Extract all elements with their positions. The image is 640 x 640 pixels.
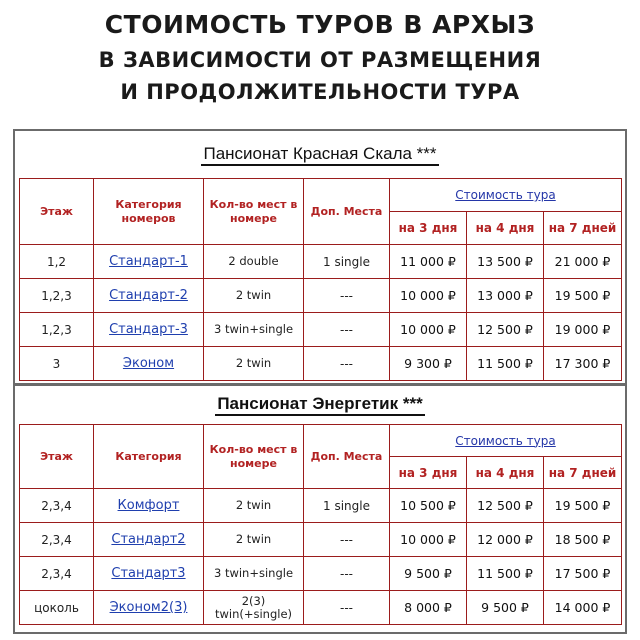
col-cost-header[interactable]: [390, 179, 622, 212]
section-energetik: [13, 384, 627, 634]
table-row: [20, 489, 622, 523]
extra-cell: 1 single: [304, 245, 390, 279]
price-3days-cell: 10 500 ₽: [390, 489, 467, 523]
category-link[interactable]: Стандарт-1: [109, 254, 188, 269]
price-3days-cell: 9 500 ₽: [390, 557, 467, 591]
title-line-3: И ПРОДОЛЖИТЕЛЬНОСТИ ТУРА: [120, 80, 520, 104]
price-table: [19, 424, 622, 625]
col-category-header: Категория номеров: [94, 179, 204, 245]
category-cell: [94, 313, 204, 347]
category-link[interactable]: Стандарт2: [111, 532, 186, 547]
col-floor-header: Этаж: [20, 179, 94, 245]
price-4days-cell: 11 500 ₽: [467, 347, 544, 381]
price-3days-cell: 10 000 ₽: [390, 279, 467, 313]
cost-header-link[interactable]: Стоимость тура: [455, 433, 556, 448]
col-4days-header: на 4 дня: [467, 212, 544, 245]
price-7days-cell: 17 300 ₽: [544, 347, 622, 381]
col-extra-header: Доп. Места: [304, 179, 390, 245]
price-4days-cell: 12 500 ₽: [467, 313, 544, 347]
extra-cell: ---: [304, 347, 390, 381]
places-cell: 2 twin: [204, 347, 304, 381]
extra-cell: ---: [304, 313, 390, 347]
places-cell: 3 twin+single: [204, 557, 304, 591]
price-4days-cell: 12 500 ₽: [467, 489, 544, 523]
title-line-1: СТОИМОСТЬ ТУРОВ В АРХЫЗ: [104, 10, 536, 39]
price-3days-cell: 9 300 ₽: [390, 347, 467, 381]
title-line-2: В ЗАВИСИМОСТИ ОТ РАЗМЕЩЕНИЯ: [98, 48, 542, 72]
section-title: [15, 386, 625, 424]
price-3days-cell: 10 000 ₽: [390, 523, 467, 557]
floor-cell: 2,3,4: [20, 489, 94, 523]
table-header-row: [20, 425, 622, 457]
places-cell: 2 double: [204, 245, 304, 279]
floor-cell: 1,2,3: [20, 279, 94, 313]
table-row: [20, 523, 622, 557]
col-7days-header: на 7 дней: [544, 457, 622, 489]
places-cell: 3 twin+single: [204, 313, 304, 347]
price-7days-cell: 19 500 ₽: [544, 489, 622, 523]
category-link[interactable]: Эконом: [122, 356, 175, 371]
category-link[interactable]: Стандарт-3: [109, 322, 188, 337]
price-4days-cell: 11 500 ₽: [467, 557, 544, 591]
page-title: [0, 6, 640, 108]
col-floor-header: Этаж: [20, 425, 94, 489]
price-7days-cell: 14 000 ₽: [544, 591, 622, 625]
price-table: [19, 178, 622, 381]
col-category-header: Категория: [94, 425, 204, 489]
col-3days-header: на 3 дня: [390, 457, 467, 489]
category-cell: [94, 245, 204, 279]
col-extra-header: Доп. Места: [304, 425, 390, 489]
category-link[interactable]: Комфорт: [117, 498, 180, 513]
category-link[interactable]: Стандарт3: [111, 566, 186, 581]
category-cell: [94, 347, 204, 381]
floor-cell: цоколь: [20, 591, 94, 625]
floor-cell: 2,3,4: [20, 523, 94, 557]
places-cell: 2 twin: [204, 523, 304, 557]
section-name: Пансионат Красная Скала ***: [201, 144, 438, 166]
table-row: [20, 591, 622, 625]
category-cell: [94, 591, 204, 625]
col-7days-header: на 7 дней: [544, 212, 622, 245]
price-7days-cell: 17 500 ₽: [544, 557, 622, 591]
extra-cell: ---: [304, 523, 390, 557]
table-row: [20, 557, 622, 591]
table-row: [20, 279, 622, 313]
table-row: [20, 245, 622, 279]
price-4days-cell: 9 500 ₽: [467, 591, 544, 625]
category-cell: [94, 279, 204, 313]
price-7days-cell: 19 000 ₽: [544, 313, 622, 347]
table-row: [20, 313, 622, 347]
category-cell: [94, 489, 204, 523]
price-4days-cell: 12 000 ₽: [467, 523, 544, 557]
col-4days-header: на 4 дня: [467, 457, 544, 489]
category-cell: [94, 557, 204, 591]
floor-cell: 1,2: [20, 245, 94, 279]
extra-cell: ---: [304, 591, 390, 625]
floor-cell: 2,3,4: [20, 557, 94, 591]
category-link[interactable]: Стандарт-2: [109, 288, 188, 303]
price-3days-cell: 8 000 ₽: [390, 591, 467, 625]
places-cell: 2 twin: [204, 489, 304, 523]
table-header-row: [20, 179, 622, 212]
extra-cell: ---: [304, 279, 390, 313]
cost-header-link[interactable]: Стоимость тура: [455, 188, 556, 202]
section-title: [15, 131, 625, 178]
table-row: [20, 347, 622, 381]
category-link[interactable]: Эконом2(3): [109, 600, 188, 615]
extra-cell: ---: [304, 557, 390, 591]
floor-cell: 1,2,3: [20, 313, 94, 347]
extra-cell: 1 single: [304, 489, 390, 523]
col-cost-header[interactable]: [390, 425, 622, 457]
section-krasnaya-skala: [13, 129, 627, 385]
col-3days-header: на 3 дня: [390, 212, 467, 245]
price-7days-cell: 18 500 ₽: [544, 523, 622, 557]
places-cell: 2 twin: [204, 279, 304, 313]
places-cell: 2(3) twin(+single): [204, 591, 304, 625]
section-name: Пансионат Энергетик ***: [215, 394, 424, 416]
col-places-header: Кол-во мест в номере: [204, 179, 304, 245]
category-cell: [94, 523, 204, 557]
price-4days-cell: 13 500 ₽: [467, 245, 544, 279]
floor-cell: 3: [20, 347, 94, 381]
price-7days-cell: 19 500 ₽: [544, 279, 622, 313]
price-4days-cell: 13 000 ₽: [467, 279, 544, 313]
col-places-header: Кол-во мест в номере: [204, 425, 304, 489]
price-7days-cell: 21 000 ₽: [544, 245, 622, 279]
price-3days-cell: 11 000 ₽: [390, 245, 467, 279]
price-3days-cell: 10 000 ₽: [390, 313, 467, 347]
